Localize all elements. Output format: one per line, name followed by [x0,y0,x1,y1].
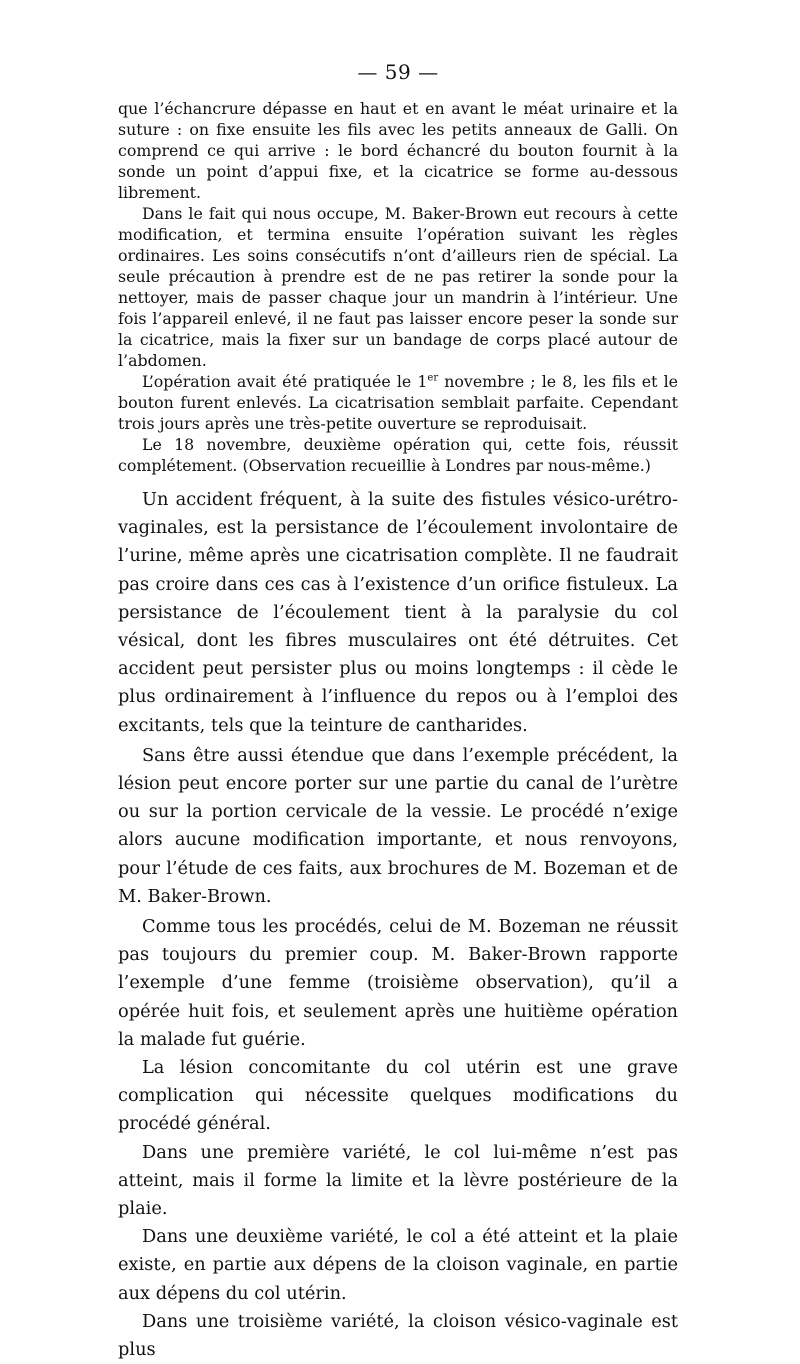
ordinal-superscript: er [427,372,439,384]
paragraph-3-part-1: L’opération avait été pratiquée le 1 [142,372,428,391]
paragraph-5: Un accident fréquent, à la suite des fistules vésico-urétro-vaginales, est la persistance de l’écoulement involontaire de l’urine, même après une cicatrisation complète. Il ne faudrait pas croire dans ces cas à l’existence d’un orifice fistuleux. La persistance de l’écoulement tient à la paralysie du col vésical, dont les fibres musculaires ont été détruites. Cet accident peut persister plus ou moins longtemps : il cède le plus ordinairement à l’influence du repos ou à l’emploi des excitants, tels que la teinture de cantharides. [118,489,678,736]
paragraph-3 [118,371,678,434]
paragraph-1: que l’échancrure dépasse en haut et en avant le méat urinaire et la suture : on fixe ensuite les fils avec les petits anneaux de Galli. On comprend ce qui arrive : le bord échancré du bouton fournit à la sonde un point d’appui fixe, et la cicatrice se forme au-dessous librement. [118,99,678,202]
paragraph-3-part-2: novembre ; le 8, les fils et le bouton furent enlevés. La cicatrisation semblait parfaite. Cependant trois jours après une très-petite ouverture se reproduisait. [118,372,678,433]
paragraph-9: Dans une première variété, le col lui-même n’est pas atteint, mais il forme la limite et la lèvre postérieure de la plaie. [118,1141,678,1220]
paragraph-10: Dans une deuxième variété, le col a été atteint et la plaie existe, en partie aux dépens de la cloison vaginale, en partie aux dépens du col utérin. [118,1226,678,1304]
paragraph-2: Dans le fait qui nous occupe, M. Baker-Brown eut recours à cette modification, et termina ensuite l’opération suivant les règles ordinaires. Les soins consécutifs n’ont d’ailleurs rien de spécial. La seule précaution à prendre est de ne pas retirer la sonde pour la nettoyer, mais de passer chaque jour un mandrin à l’intérieur. Une fois l’appareil enlevé, il ne faut pas laisser encore peser la sonde sur la cicatrice, mais la fixer sur un bandage de corps placé autour de l’abdomen. [118,204,678,370]
discussion-section [118,486,678,1364]
paragraph-6: Sans être aussi étendue que dans l’exemple précédent, la lésion peut encore porter sur une partie du canal de l’urètre ou sur la portion cervicale de la vessie. Le procédé n’exige alors aucune modification importante, et nous renvoyons, pour l’étude de ces faits, aux brochures de M. Bozeman et de M. Baker-Brown. [118,744,678,907]
page-number: — 59 — [357,60,439,84]
paragraph-11: Dans une troisième variété, la cloison vésico-vaginale est plus [118,1310,678,1361]
document-page [118,60,678,1361]
observation-section [118,98,678,476]
paragraph-7: Comme tous les procédés, celui de M. Bozeman ne réussit pas toujours du premier coup. M. Baker-Brown rapporte l’exemple d’une femme (troisième observation), qu’il a opérée huit fois, et seulement après une huitième opération la malade fut guérie. [118,916,678,1050]
section-gap [118,476,678,486]
paragraph-4: Le 18 novembre, deuxième opération qui, cette fois, réussit complétement. (Observation recueillie à Londres par nous-même.) [118,435,678,475]
paragraph-8: La lésion concomitante du col utérin est une grave complication qui nécessite quelques modifications du procédé général. [118,1057,678,1135]
